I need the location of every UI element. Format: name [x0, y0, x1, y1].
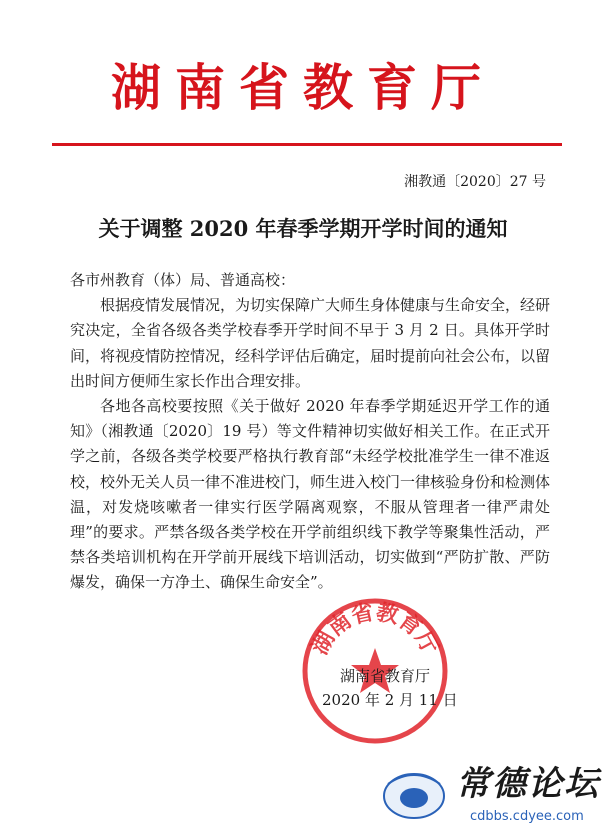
notice-title: 关于调整 2020 年春季学期开学时间的通知	[98, 216, 508, 241]
signature-org: 湖南省教育厅	[340, 667, 431, 685]
paragraph-1: 根据疫情发展情况，为切实保障广大师生身体健康与生命安全，经研究决定，全省各级各类学校春季开学时间不早于 3 月 2 日。具体开学时间，将视疫情防控情况，经科学评估后确定，届时提前向社会公布，以留出时间方便师生家长作出合理安排。	[70, 296, 551, 390]
red-divider-line	[52, 143, 562, 146]
seal-text: 湖南省教育厅	[306, 599, 444, 660]
watermark-site-name: 常德论坛	[456, 764, 600, 804]
masthead-title: 湖南省教育厅	[111, 58, 495, 117]
watermark-url[interactable]: cdbbs.cdyee.com	[470, 809, 584, 824]
paragraph-2: 各地各高校要按照《关于做好 2020 年春季学期延迟开学工作的通知》（湘教通〔2020〕19 号）等文件精神切实做好相关工作。在正式开学之前，各级各类学校要严格执行教育部“未经学校批准学生一律不准返校，校外无关人员一律不准进校门，师生进入校门一律核验身份和检测体温，对发烧咳嗽者一律实行医学隔离观察，不服从管理者一律严肃处理”的要求。严禁各级各类学校在开学前组织线下教学等聚集性活动，严禁各类培训机构在开学前开展线下培训活动，切实做到“严防扩散、严防爆发，确保一方净土、确保生命安全”。	[70, 397, 551, 592]
notice-body	[70, 268, 550, 596]
document-number: 湘教通〔2020〕27 号	[404, 174, 546, 190]
salutation: 各市州教育（体）局、普通高校：	[70, 271, 296, 289]
signature-date: 2020 年 2 月 11 日	[322, 691, 458, 709]
forum-logo-icon	[378, 764, 450, 824]
